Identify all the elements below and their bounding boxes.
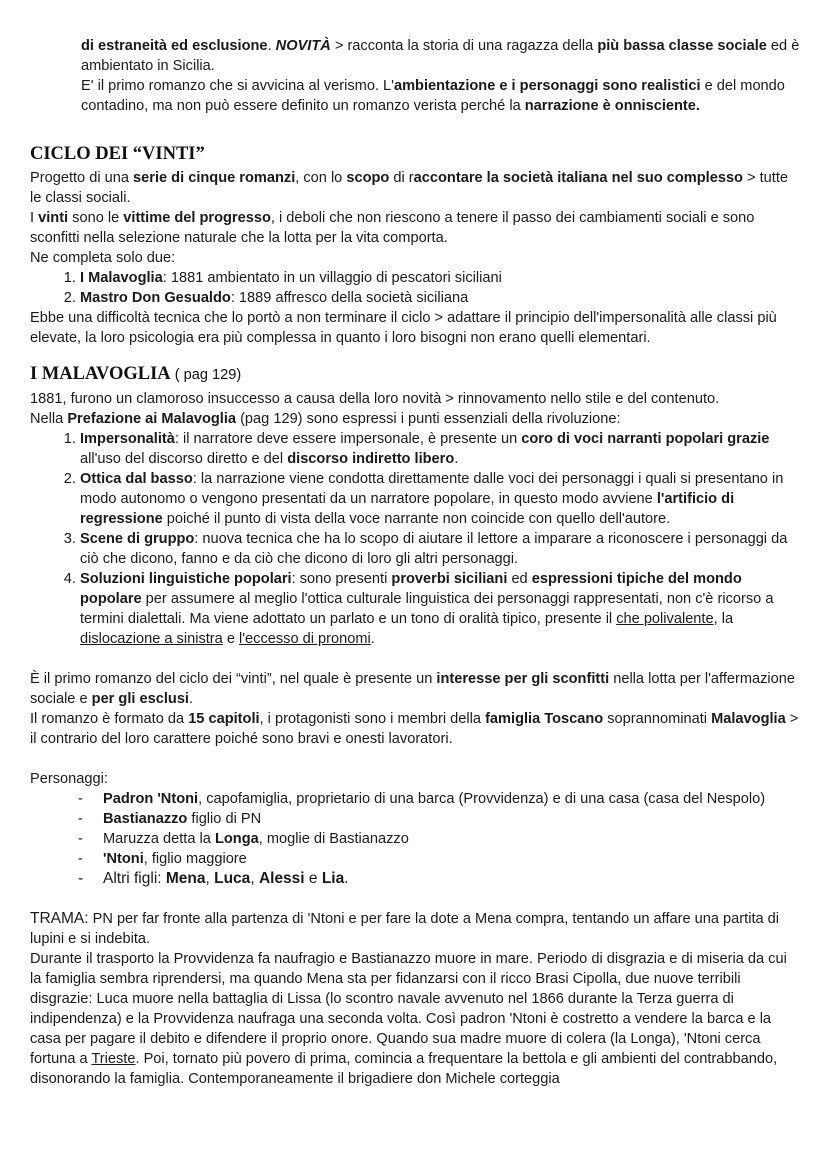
ciclo-paragraph-4: Ebbe una difficoltà tecnica che lo portò a non terminare il ciclo > adattare il principio dell'impersonalità alle classi più elevate, la loro psicologia era più complessa in quanto i loro bisogni non erano quelli elementari.: [30, 310, 777, 346]
list-item: - Altri figli: Mena, Luca, Alessi e Lia.: [78, 869, 802, 889]
trama-paragraph-1: TRAMA: PN per far fronte alla partenza di 'Ntoni e per fare la dote a Mena compra, tentando un affare una partita di lupini e si indebita.: [30, 910, 780, 947]
spacer: [30, 889, 802, 909]
spacer: [30, 649, 802, 669]
intro-line-2: E' il primo romanzo che si avvicina al verismo. L'ambientazione e i personaggi sono realistici e del mondo contadino, ma non può essere definito un romanzo verista perché la narrazione è onnisciente.: [81, 78, 785, 114]
malavoglia-paragraph-2: Nella Prefazione ai Malavoglia (pag 129) sono espressi i punti essenziali della rivoluzione:: [30, 411, 621, 427]
ciclo-novels-list: [30, 268, 802, 308]
intro-line-1: di estraneità ed esclusione. NOVITÀ > racconta la storia di una ragazza della più bassa classe sociale ed è ambientato in Sicilia.: [81, 38, 800, 74]
list-item: - Padron 'Ntoni, capofamiglia, proprietario di una barca (Provvidenza) e di una casa (casa del Nespolo): [78, 789, 802, 809]
ciclo-paragraph-1: Progetto di una serie di cinque romanzi, con lo scopo di raccontare la società italiana nel suo complesso > tutte le classi sociali.: [30, 170, 789, 206]
list-item: 2. Ottica dal basso: la narrazione viene condotta direttamente dalle voci dei personaggi i quali si presentano in modo autonomo o vengono presentati da un narratore popolare, in questo modo avviene l'artificio di regressione poiché il punto di vista della voce narrante non coincide con quello dell'autore.: [80, 469, 802, 529]
list-item: 2. Mastro Don Gesualdo: 1889 affresco della società siciliana: [80, 288, 802, 308]
malavoglia-heading: I MALAVOGLIA ( pag 129): [30, 364, 242, 384]
personaggi-label: Personaggi:: [30, 771, 108, 787]
malavoglia-paragraph-4: Il romanzo è formato da 15 capitoli, i protagonisti sono i membri della famiglia Toscano soprannominati Malavoglia > il contrario del loro carattere poiché sono bravi e onesti lavoratori.: [30, 711, 799, 747]
characters-list: [30, 789, 802, 889]
document-page: [30, 36, 802, 1089]
list-item: 1. Impersonalità: il narratore deve essere impersonale, è presente un coro di voci narranti popolari grazie all'uso del discorso diretto e del discorso indiretto libero.: [80, 429, 802, 469]
revolution-points-list: [30, 429, 802, 649]
malavoglia-paragraph-1: 1881, furono un clamoroso insuccesso a causa della loro novità > rinnovamento nello stile e del contenuto.: [30, 391, 720, 407]
ciclo-paragraph-3: Ne completa solo due:: [30, 250, 176, 266]
trama-paragraph-2: Durante il trasporto la Provvidenza fa naufragio e Bastianazzo muore in mare. Periodo di disgrazia e di miseria da cui la famiglia sembra riprendersi, ma quando Mena sta per fidanzarsi con il ricco Brasi Cipolla, due nuove terribili disgrazie: Luca muore nella battaglia di Lissa (lo scontro navale avvenuto nel 1866 durante la Terza guerra di indipendenza) e la Provvidenza naufraga una seconda volta. Così padron 'Ntoni è costretto a vendere la barca e la casa per pagare il debito e difendere il proprio onore. Quando sua madre muore di colera (la Longa), 'Ntoni cerca fortuna a Trieste. Poi, tornato più povero di prima, comincia a frequentare la bettola e gli ambienti del contrabbando, disonorando la famiglia. Contemporaneamente il brigadiere don Michele corteggia: [30, 951, 787, 1087]
spacer: [30, 749, 802, 769]
list-item: - Bastianazzo figlio di PN: [78, 809, 802, 829]
list-item: - Maruzza detta la Longa, moglie di Bastianazzo: [78, 829, 802, 849]
list-item: 4. Soluzioni linguistiche popolari: sono presenti proverbi siciliani ed espressioni tipiche del mondo popolare per assumere al meglio l'ottica culturale linguistica dei personaggi rappresentati, non c'è ricorso a termini dialettali. Ma viene adottato un parlato e un tono di oralità tipico, presente il che polivalente, la dislocazione a sinistra e l'eccesso di pronomi.: [80, 569, 802, 649]
malavoglia-paragraph-3: È il primo romanzo del ciclo dei “vinti”, nel quale è presente un interesse per gli sconfitti nella lotta per l'affermazione sociale e per gli esclusi.: [30, 671, 796, 707]
list-item: - 'Ntoni, figlio maggiore: [78, 849, 802, 869]
ciclo-heading: CICLO DEI “VINTI”: [30, 144, 205, 164]
list-item: 1. I Malavoglia: 1881 ambientato in un villaggio di pescatori siciliani: [80, 268, 802, 288]
ciclo-paragraph-2: I vinti sono le vittime del progresso, i deboli che non riescono a tenere il passo dei cambiamenti sociali e sono sconfitti nella selezione naturale che la lotta per la vita comporta.: [30, 210, 755, 246]
list-item: 3. Scene di gruppo: nuova tecnica che ha lo scopo di aiutare il lettore a imparare a riconoscere i personaggi da ciò che dicono, fanno e da ciò che dicono di loro gli altri personaggi.: [80, 529, 802, 569]
intro-paragraph: [30, 36, 802, 116]
